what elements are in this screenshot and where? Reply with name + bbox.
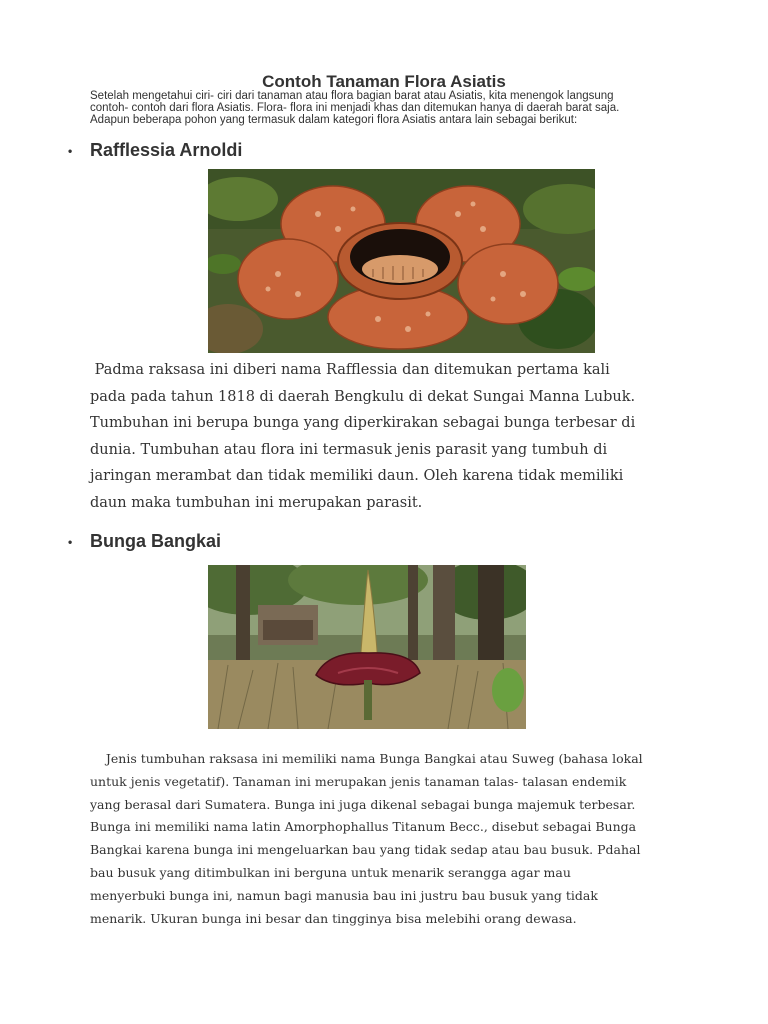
bunga-bangkai-paragraph (90, 748, 680, 930)
section-heading-text: Bunga Bangkai (90, 531, 222, 551)
intro-line: contoh- contoh dari flora Asiatis. Flora- flora ini menjadi khas dan ditemukan hanya di daerah barat saja. (90, 102, 620, 114)
intro-paragraph (90, 90, 690, 126)
intro-line: Adapun beberapa pohon yang termasuk dalam kategori flora Asiatis antara lain sebagai berikut: (90, 114, 578, 126)
paragraph-line: yang berasal dari Sumatera. Bunga ini juga dikenal sebagai bunga majemuk terbesar. (90, 796, 636, 812)
paragraph-line: menarik. Ukuran bunga ini besar dan tingginya bisa melebihi orang dewasa. (90, 910, 577, 926)
rafflesia-paragraph (90, 357, 680, 516)
paragraph-line: menyerbuki bunga ini, namun bagi manusia bau ini justru bau busuk yang tidak (90, 887, 598, 903)
paragraph-line: Tumbuhan ini berupa bunga yang diperkirakan sebagai bunga terbesar di (90, 415, 636, 431)
corpse-flower-photo (208, 565, 526, 729)
page-title: Contoh Tanaman Flora Asiatis (262, 72, 506, 91)
corpse-flower-photo-icon (208, 565, 526, 729)
rafflesia-photo (208, 169, 595, 353)
paragraph-line: daun maka tumbuhan ini merupakan parasit. (90, 494, 423, 511)
section-heading-rafflesia (68, 140, 242, 161)
rafflesia-photo-icon (208, 169, 595, 353)
bullet-icon: • (68, 144, 73, 159)
section-heading-bunga-bangkai (68, 531, 221, 552)
intro-line: Setelah mengetahui ciri- ciri dari tanaman atau flora bagian barat atau Asiatis, kita menengok langsung (90, 90, 614, 102)
section-heading-text: Rafflessia Arnoldi (90, 140, 243, 160)
paragraph-line: Padma raksasa ini diberi nama Rafflessia dan ditemukan pertama kali (90, 362, 610, 378)
paragraph-line: Bangkai karena bunga ini mengeluarkan bau yang tidak sedap atau bau busuk. Pdahal (90, 842, 641, 858)
bullet-icon: • (68, 535, 73, 550)
paragraph-line: Jenis tumbuhan raksasa ini memiliki nama Bunga Bangkai atau Suweg (bahasa lokal (90, 751, 643, 766)
paragraph-line: jaringan merambat dan tidak memiliki daun. Oleh karena tidak memiliki (90, 468, 624, 484)
paragraph-line: untuk jenis vegetatif). Tanaman ini merupakan jenis tanaman talas- talasan endemik (90, 773, 627, 789)
paragraph-line: dunia. Tumbuhan atau flora ini termasuk jenis parasit yang tumbuh di (90, 441, 608, 458)
paragraph-line: Bunga ini memiliki nama latin Amorphophallus Titanum Becc., disebut sebagai Bunga (90, 819, 637, 835)
paragraph-line: pada pada tahun 1818 di daerah Bengkulu di dekat Sungai Manna Lubuk. (90, 388, 636, 405)
paragraph-line: bau busuk yang ditimbulkan ini berguna untuk menarik serangga agar mau (90, 864, 571, 880)
